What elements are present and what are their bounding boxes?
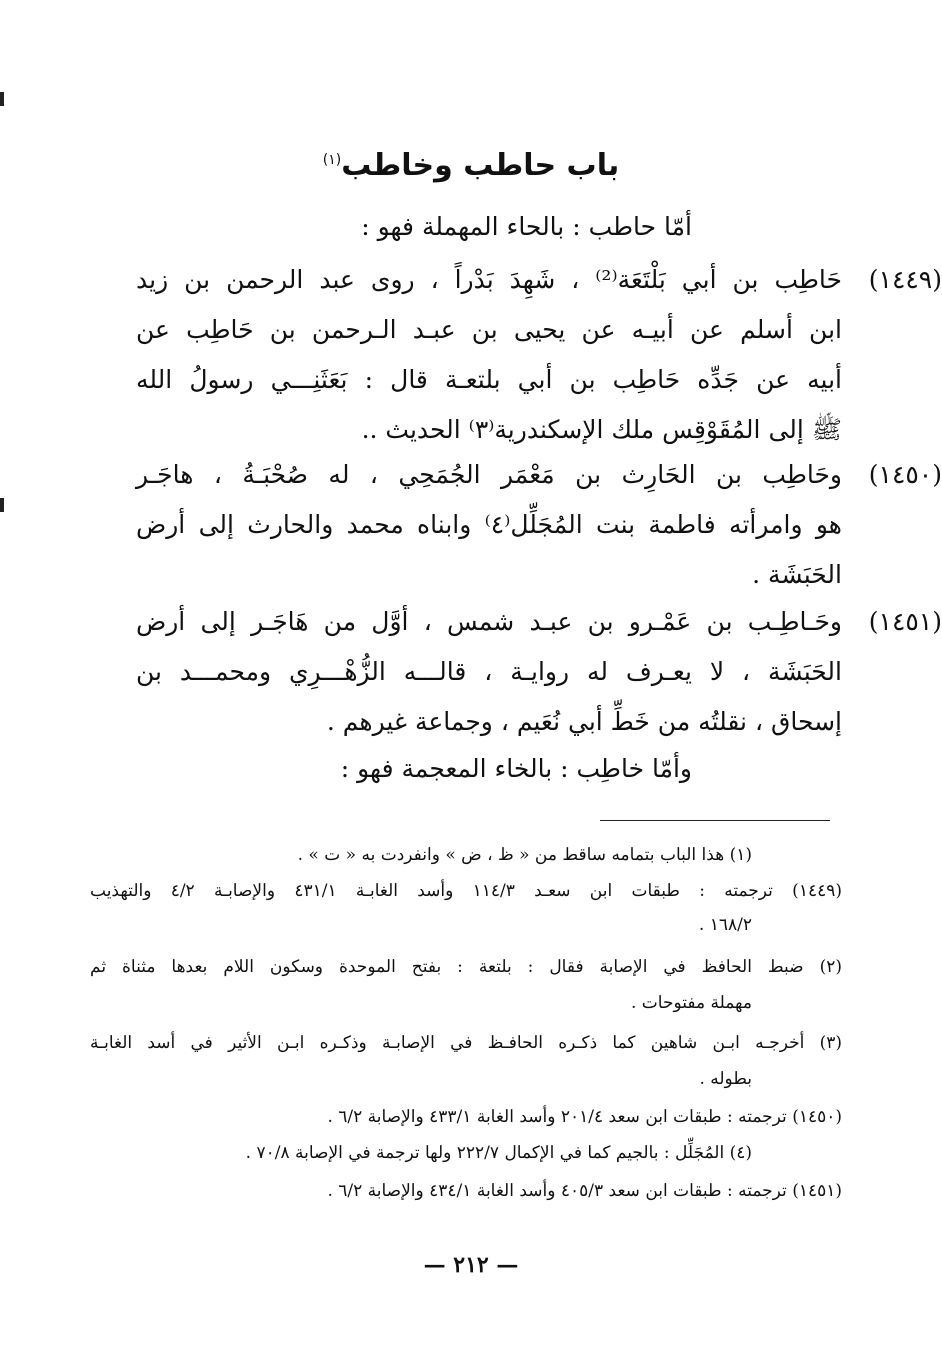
entry-number: (١٤٥١)	[868, 607, 942, 636]
entry-line: وحَاطِب بن الحَارِث بن مَعْمَر الجُمَحِي ، له صُحْبَـةُ ، هاجَـر	[136, 460, 842, 489]
entry-number: (١٤٥٠)	[868, 460, 942, 489]
entry-line: حَاطِب بن أبي بَلْتَعَة⁽²⁾ ، شَهِدَ بَدْراً ، روى عبد الرحمن بن زيد	[136, 265, 842, 294]
entry-line: هو وامرأته فاطمة بنت المُجَلِّل⁽٤⁾ وابناه محمد والحارث إلى أرض	[136, 510, 842, 539]
section-intro-haa: أمّا حاطب : بالحاء المهملة فهو :	[361, 212, 692, 241]
entry-line: إسحاق ، نقلتُه من خَطِّ أبي نُعَيم ، وجماعة غيرهم .	[326, 707, 842, 736]
footnote-2: (٢) ضبط الحافظ في الإصابة فقال : بلتعة : بفتح الموحدة وسكون اللام بعدها مثناة ثم	[90, 957, 842, 977]
page-number: — ٢١٢ —	[423, 1252, 519, 1278]
entry-line: الحَبَشَة ، لا يعـرف له روايـة ، قالـــه الزُّهْـــرِي ومحمـــد بن	[136, 657, 842, 686]
footnote-4: (٤) المُجَلِّل : بالجيم كما في الإكمال ٢٢٢/٧ ولها ترجمة في الإصابة ٧٠/٨ .	[245, 1143, 752, 1163]
footnote-3-cont: بطوله .	[699, 1069, 752, 1089]
footnote-1450: (١٤٥٠) ترجمته : طبقات ابن سعد ٢٠١/٤ وأسد الغابة ٤٣٣/١ والإصابة ٦/٢ .	[327, 1107, 842, 1127]
footnote-2-cont: مهملة مفتوحات .	[630, 993, 752, 1013]
entry-1450	[136, 453, 942, 603]
entry-1449	[136, 258, 942, 458]
entry-1451	[136, 600, 942, 750]
footnote-1449: (١٤٤٩) ترجمته : طبقات ابن سعـد ١١٤/٣ وأسد الغابـة ٤٣١/١ والإصابـة ٤/٢ والتهذيب	[90, 881, 842, 901]
entry-line: وحَـاطِـب بن عَمْـرو بن عبـد شمس ، أوَّل من هَاجَـر إلى أرض	[136, 607, 842, 636]
title-footnote-mark: (١)	[322, 152, 342, 168]
entry-line: ابن أسلم عن أبيـه عن يحيى بن عبـد الـرحمن بن حَاطِب عن	[136, 315, 842, 344]
footnote-1449-cont: ١٦٨/٢ .	[698, 915, 752, 935]
scan-edge-mark	[0, 92, 4, 106]
chapter-title	[0, 138, 942, 188]
footnote-divider	[600, 820, 830, 821]
footnote-1451: (١٤٥١) ترجمته : طبقات ابن سعد ٤٠٥/٣ وأسد الغابة ٤٣٤/١ والإصابة ٦/٢ .	[327, 1181, 842, 1201]
section-intro-khaa: وأمّا خاطِب : بالخاء المعجمة فهو :	[340, 754, 692, 783]
footnote-3: (٣) أخرجـه ابـن شاهين كما ذكـره الحافـظ في الإصابـة وذكـره ابـن الأثير في أسد الغابـة	[90, 1033, 842, 1053]
footnote-1: (١) هذا الباب بتمامه ساقط من « ظ ، ض » وانفردت به « ت » .	[297, 845, 752, 865]
entry-line: ﷺ إلى المُقَوْقِس ملك الإسكندرية⁽٣⁾ الحديث ..	[361, 415, 842, 444]
scan-edge-mark	[0, 498, 4, 512]
chapter-title-text: باب حاطب وخاطب	[341, 148, 620, 183]
entry-line: أبيه عن جَدِّه حَاطِب بن أبي بلتعـة قال : بَعَثَنِـــي رسولُ الله	[136, 365, 842, 394]
entry-number: (١٤٤٩)	[868, 265, 942, 294]
entry-line: الحَبَشَة .	[752, 560, 842, 589]
